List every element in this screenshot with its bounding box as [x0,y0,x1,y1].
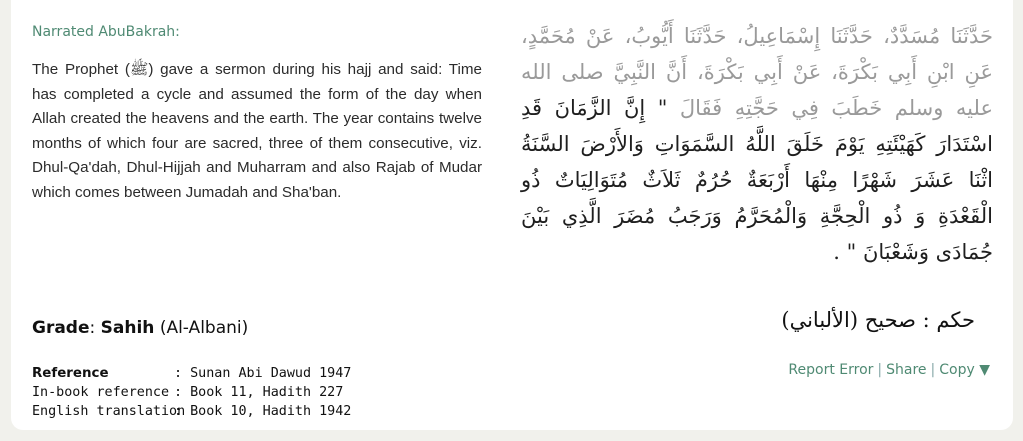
hadith-card [11,0,1013,430]
reference-label: Reference [32,366,109,381]
separator: | [877,362,883,378]
in-book-reference-label: In-book reference [32,385,170,400]
copy-link[interactable] [939,362,990,378]
english-text: The Prophet (ﷺ) gave a sermon during his hajj and said: Time has completed a cycle and assumed the form of the day when Allah created the heavens and the earth. The year contains twelve months of which four are sacred, three of them consecutive, viz. Dhul-Qa'dah, Dhul-Hijjah and Muharram and also Rajab of Mudar which comes between Jumadah and Sha'ban. [32,61,482,201]
chevron-down-icon: ▼ [979,362,990,378]
in-book-reference-row [32,383,351,402]
arabic-isnad: حَدَّثَنَا مُسَدَّدٌ، حَدَّثَنَا إِسْمَاعِيلُ، حَدَّثَنَا أَيُّوبُ، عَنْ مُحَمَّدٍ، عَنِ ابْنِ أَبِي بَكْرَةَ، عَنْ أَبِي بَكْرَةَ، أَنَّ النَّبِيَّ صلى الله عليه وسلم خَطَبَ فِي حَجَّتِهِ فَقَالَ [521,24,993,120]
report-error-link[interactable]: Report Error [788,362,874,378]
separator: | [930,362,936,378]
grade-source: (Al-Albani) [159,318,249,338]
grade-english: Grade: Sahih (Al-Albani) [32,318,249,338]
english-translation-label: English translation [32,404,186,419]
reference-value: : Sunan Abi Dawud 1947 [174,366,352,381]
grade-value: Sahih [100,318,155,338]
arabic-text [521,18,993,270]
copy-label: Copy [939,362,975,378]
reference-row [32,364,351,383]
english-translation-row [32,402,351,421]
action-bar [788,362,990,378]
narrator-label: Narrated AbuBakrah: [32,24,180,40]
in-book-reference-value: : Book 11, Hadith 227 [174,385,344,400]
arabic-matn: " إِنَّ الزَّمَانَ قَدِ اسْتَدَارَ كَهَيْئَتِهِ يَوْمَ خَلَقَ اللَّهُ السَّمَوَاتِ وَالأَرْضَ السَّنَةُ اثْنَا عَشَرَ شَهْرًا مِنْهَا أَرْبَعَةٌ حُرُمٌ ثَلاَثٌ مُتَوَالِيَاتٌ ذُو الْقَعْدَةِ وَ ذُو الْحِجَّةِ وَالْمُحَرَّمُ وَرَجَبُ مُضَرَ الَّذِي بَيْنَ جُمَادَى وَشَعْبَانَ " . [521,96,993,264]
reference-table [32,364,351,421]
share-link[interactable]: Share [886,362,927,378]
grade-arabic: حكم : صحيح (الألباني) [781,308,975,332]
english-translation-value: : Book 10, Hadith 1942 [174,404,352,419]
grade-label: Grade [32,318,90,338]
